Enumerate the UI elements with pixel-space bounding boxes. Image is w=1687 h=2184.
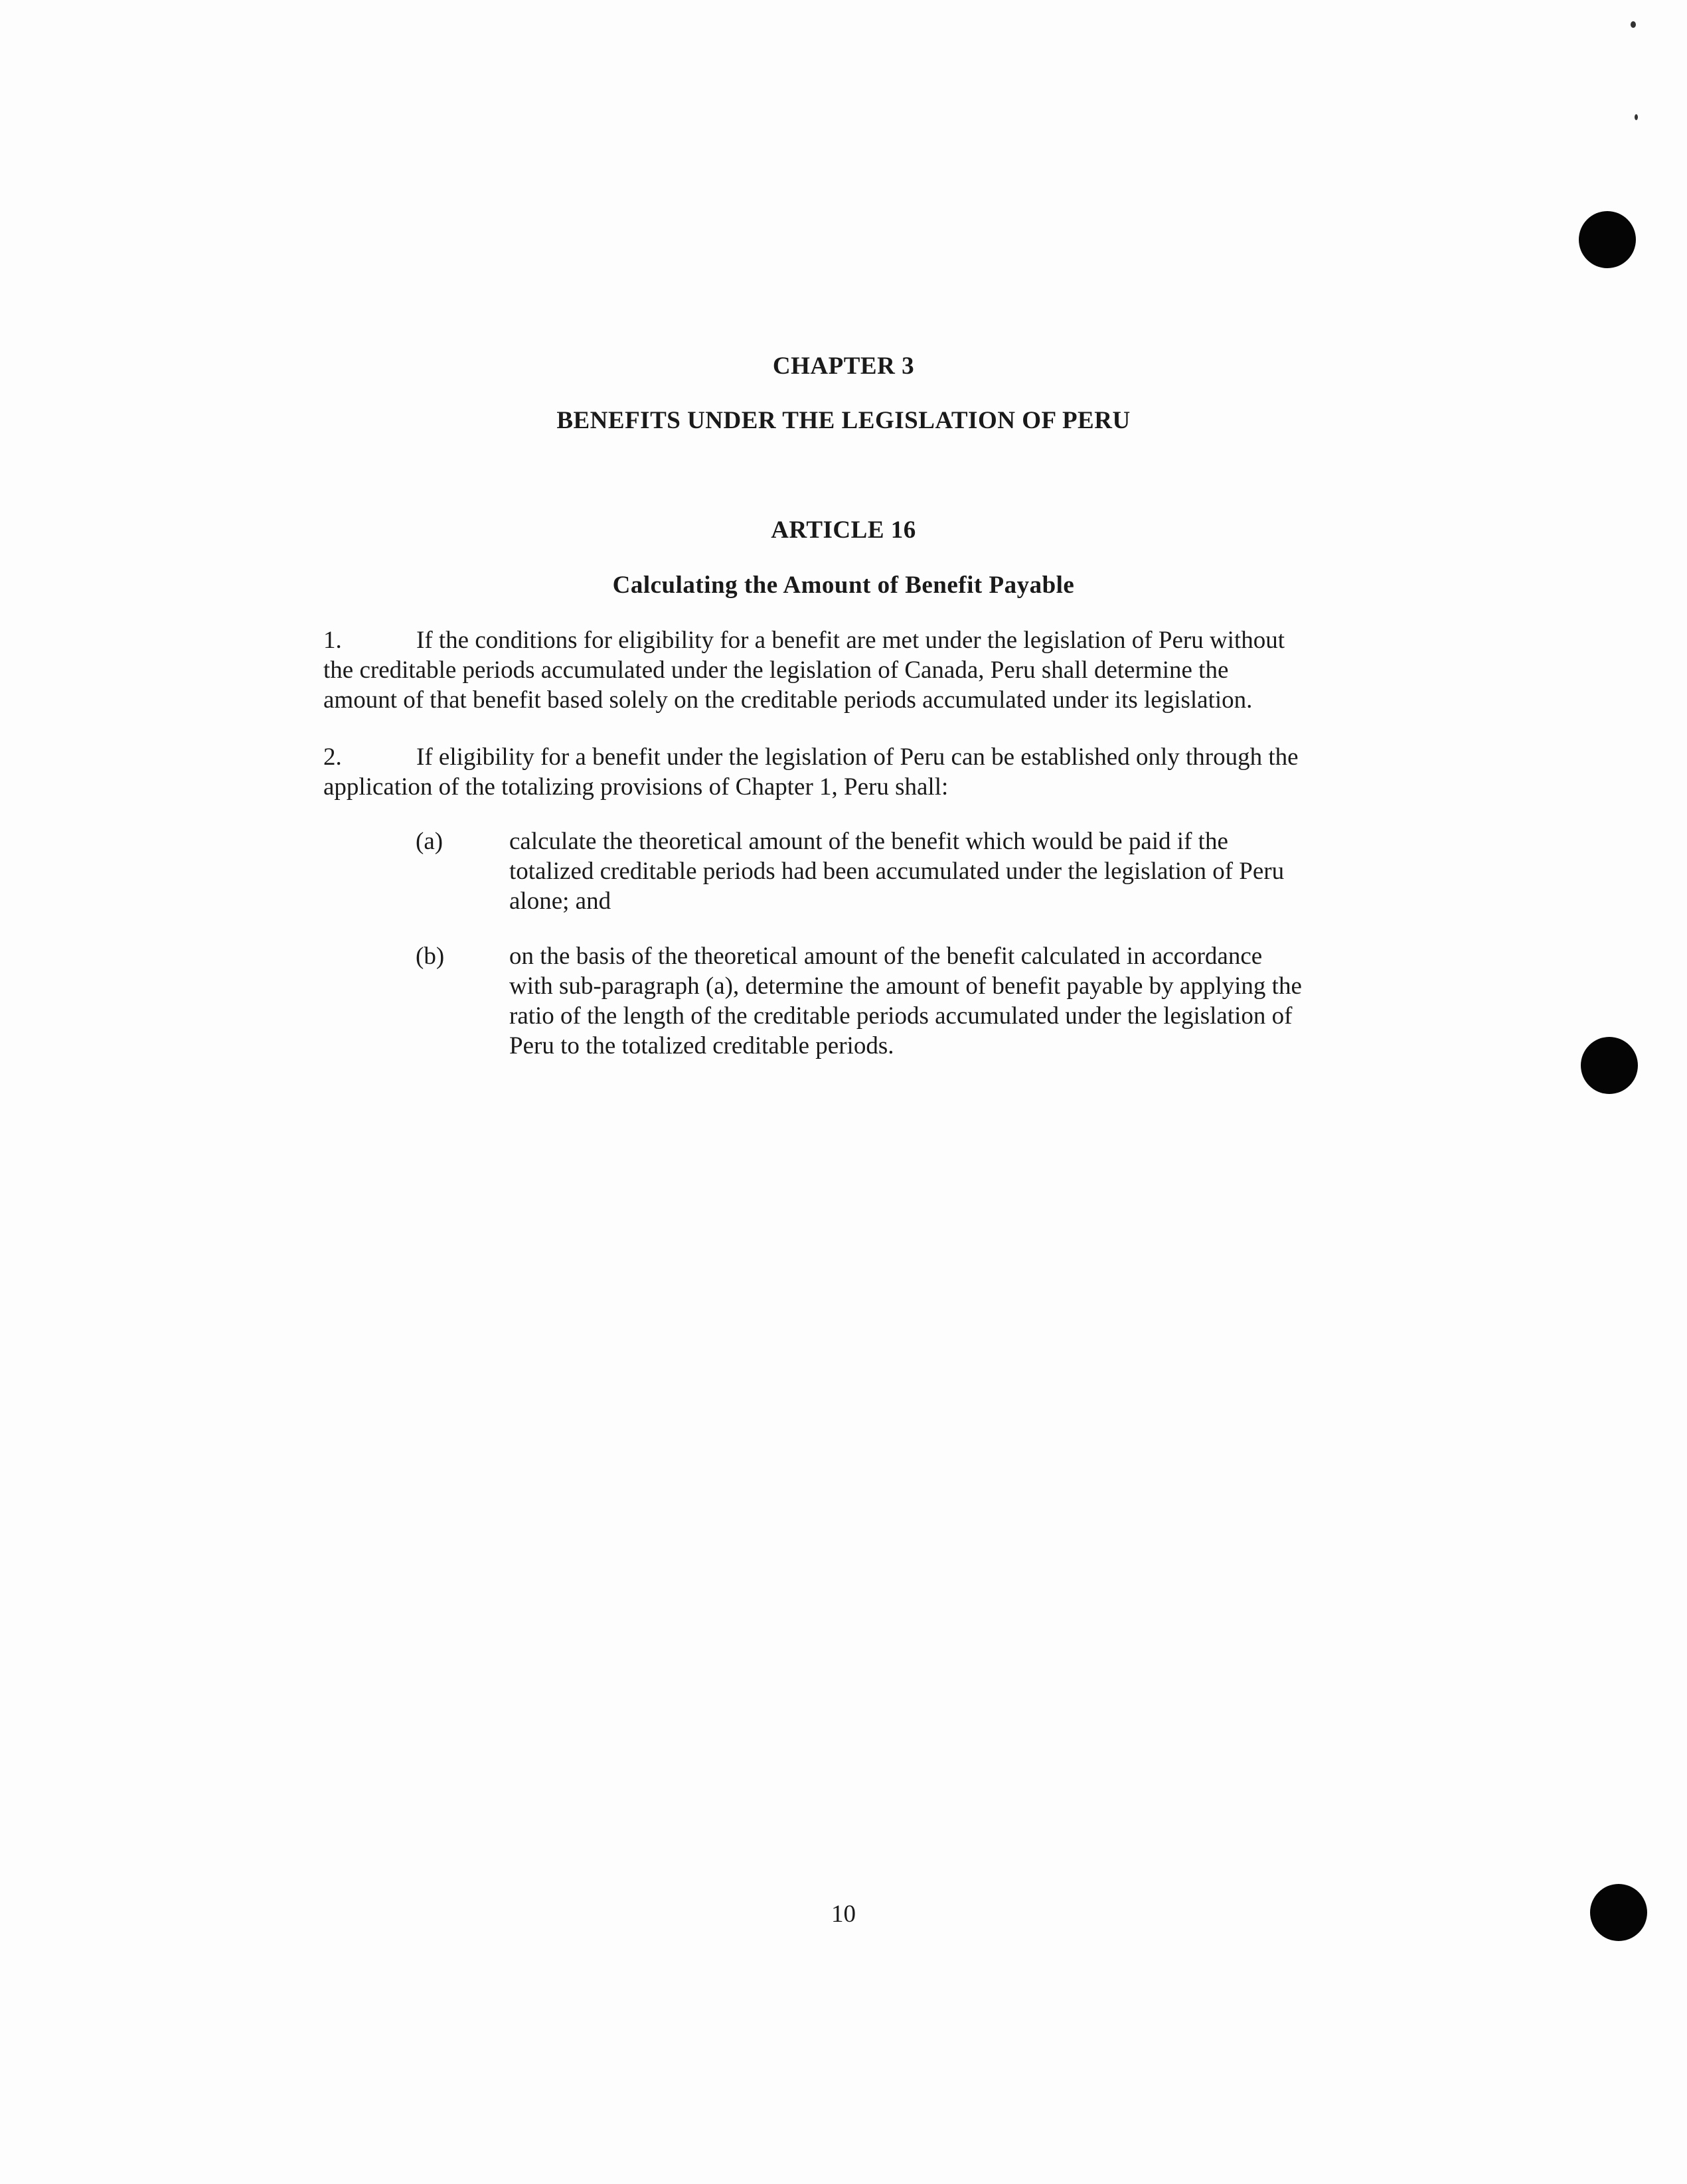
subparagraph-label-b: (b) xyxy=(416,943,445,970)
subparagraph-line: with sub-paragraph (a), determine the amount of benefit payable by applying the xyxy=(509,973,1302,1000)
paragraph-line: 1. If the conditions for eligibility for a benefit are met under the legislation of Peru without xyxy=(323,627,1285,654)
scan-speck xyxy=(1631,21,1636,28)
punch-hole-middle xyxy=(1581,1037,1638,1094)
subparagraph-line: alone; and xyxy=(509,888,611,915)
paragraph-number: 1. xyxy=(323,627,342,654)
subparagraph-line: Peru to the totalized creditable periods. xyxy=(509,1032,894,1059)
punch-hole-top xyxy=(1579,211,1636,268)
article-title: Calculating the Amount of Benefit Payable xyxy=(612,572,1075,599)
page-number: 10 xyxy=(831,1901,856,1928)
scan-speck xyxy=(1635,114,1638,120)
subparagraph-line: calculate the theoretical amount of the benefit which would be paid if the xyxy=(509,828,1228,855)
paragraph-line: amount of that benefit based solely on the creditable periods accumulated under its legislation. xyxy=(323,686,1253,714)
subparagraph-line: on the basis of the theoretical amount of the benefit calculated in accordance xyxy=(509,943,1263,970)
article-label: ARTICLE 16 xyxy=(771,516,916,544)
chapter-label: CHAPTER 3 xyxy=(772,352,915,380)
subparagraph-label-a: (a) xyxy=(416,828,443,855)
paragraph-2 xyxy=(323,742,1359,802)
subparagraph-line: ratio of the length of the creditable periods accumulated under the legislation of xyxy=(509,1002,1293,1030)
paragraph-line: 2. If eligibility for a benefit under the legislation of Peru can be established only through the xyxy=(323,743,1299,771)
subparagraph-line: totalized creditable periods had been accumulated under the legislation of Peru xyxy=(509,858,1285,885)
paragraph-line: the creditable periods accumulated under the legislation of Canada, Peru shall determine the xyxy=(323,657,1229,684)
subparagraph-a xyxy=(509,826,1372,916)
subparagraph-b xyxy=(509,941,1372,1061)
paragraph-1 xyxy=(323,625,1359,715)
paragraph-line: application of the totalizing provisions of Chapter 1, Peru shall: xyxy=(323,773,949,801)
paragraph-number: 2. xyxy=(323,743,342,771)
chapter-title: BENEFITS UNDER THE LEGISLATION OF PERU xyxy=(556,407,1131,434)
